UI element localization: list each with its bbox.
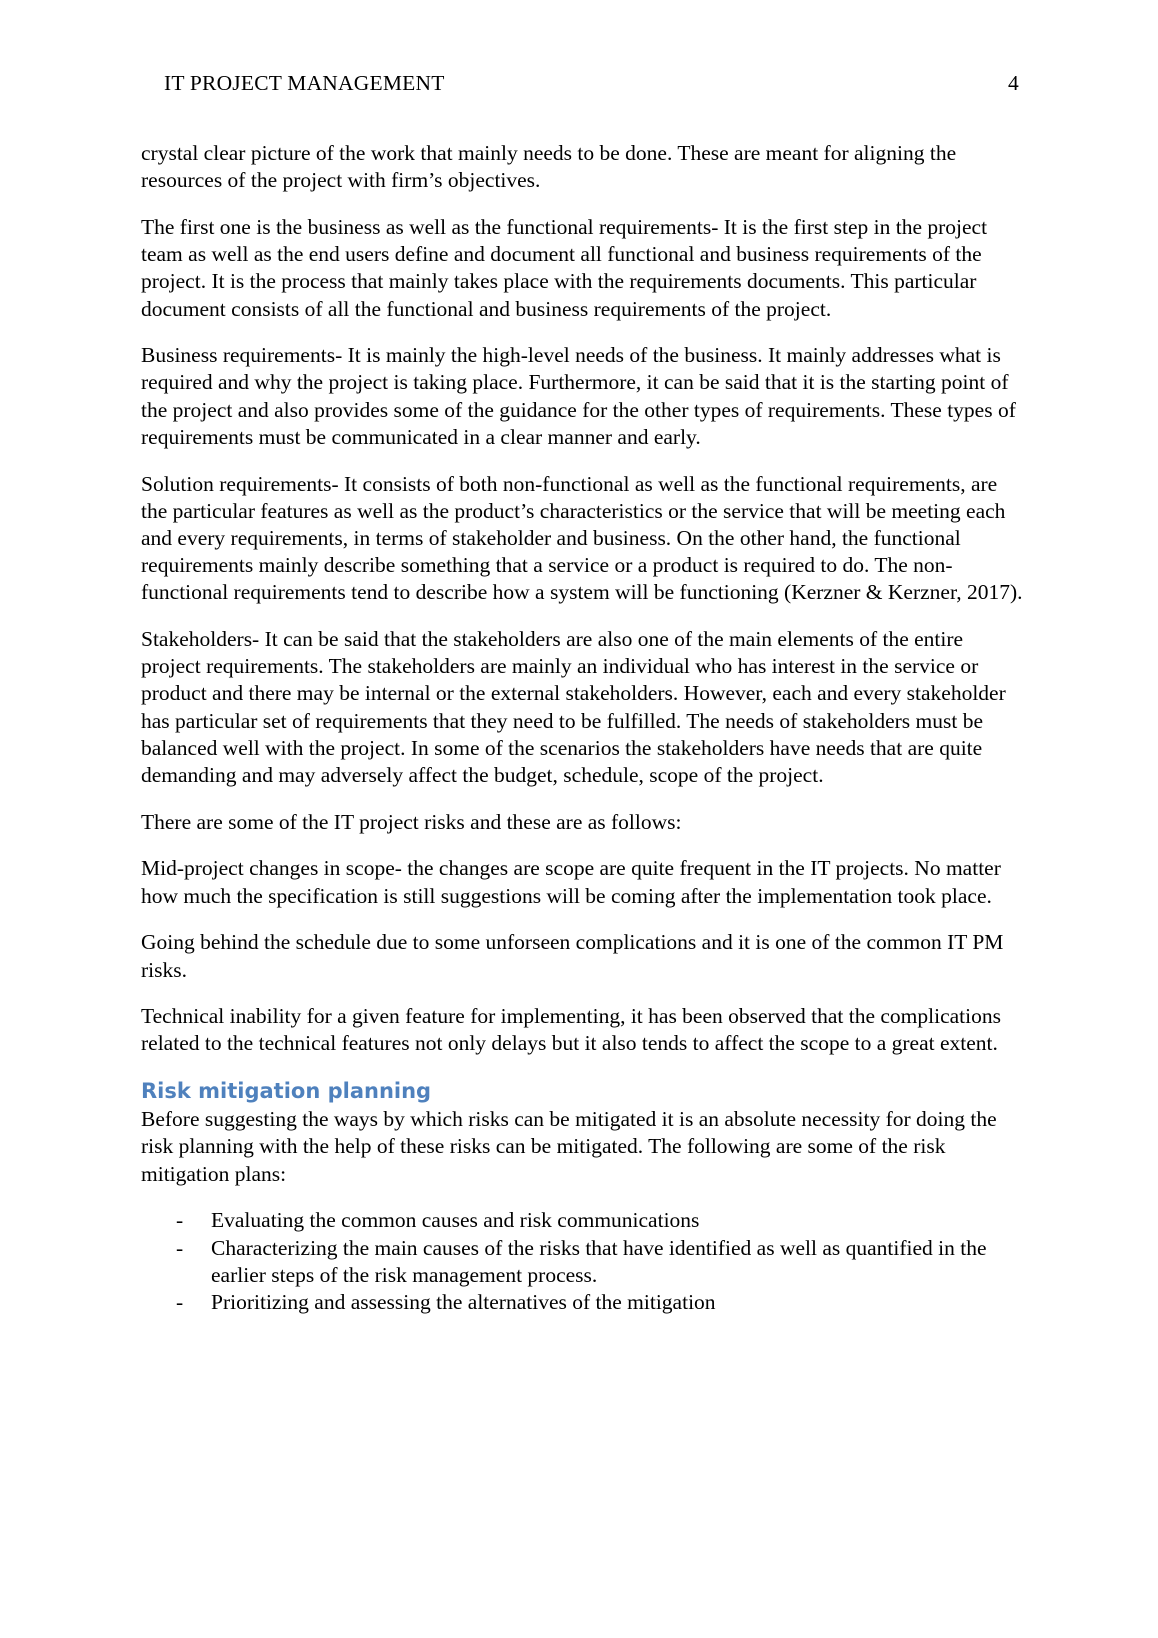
paragraph: Going behind the schedule due to some unforseen complications and it is one of the common IT PM risks.	[141, 930, 1004, 982]
mitigation-list	[141, 1207, 1026, 1316]
section-intro: Before suggesting the ways by which risks can be mitigated it is an absolute necessity for doing the risk planning with the help of these risks can be mitigated. The following are some of the risk mitigation plans:	[141, 1107, 997, 1186]
dash-marker: -	[176, 1235, 184, 1260]
list-item-text: Characterizing the main causes of the risks that have identified as well as quantified in the earlier steps of the risk management process.	[211, 1235, 987, 1287]
paragraph: Stakeholders- It can be said that the stakeholders are also one of the main elements of the entire project requirements. The stakeholders are mainly an individual who has interest in the service or product and there may be internal or the external stakeholders. However, each and every stakeholder has particular set of requirements that they need to be fulfilled. The needs of stakeholders must be balanced well with the project. In some of the scenarios the stakeholders have needs that are quite demanding and may adversely affect the budget, schedule, scope of the project.	[141, 627, 1006, 788]
paragraph: Business requirements- It is mainly the high-level needs of the business. It mainly addresses what is required and why the project is taking place. Furthermore, it can be said that it is the starting point of the project and also provides some of the guidance for the other types of requirements. These types of requirements must be communicated in a clear manner and early.	[141, 343, 1016, 449]
page-number: 4	[1008, 71, 1019, 95]
list-item-text: Evaluating the common causes and risk communications	[211, 1208, 700, 1233]
list-item	[141, 1235, 1026, 1289]
paragraph: Technical inability for a given feature for implementing, it has been observed that the complications related to the technical features not only delays but it also tends to affect the scope to a great extent.	[141, 1004, 1001, 1056]
paragraph: There are some of the IT project risks and these are as follows:	[141, 809, 682, 834]
list-item-text: Prioritizing and assessing the alternatives of the mitigation	[211, 1289, 716, 1314]
dash-marker: -	[176, 1208, 184, 1233]
document-body	[141, 140, 1026, 1316]
dash-marker: -	[176, 1289, 184, 1314]
paragraph: Solution requirements- It consists of both non-functional as well as the functional requirements, are the particular features as well as the product’s characteristics or the service that will be meeting each and every requirements, in terms of stakeholder and business. On the other hand, the functional requirements mainly describe something that a service or a product is required to do. The non-functional requirements tend to describe how a system will be functioning (Kerzner & Kerzner, 2017).	[141, 471, 1023, 605]
list-item	[141, 1207, 1026, 1234]
running-head: IT PROJECT MANAGEMENT	[164, 71, 445, 95]
paragraph: Mid-project changes in scope- the changes are scope are quite frequent in the IT projects. No matter how much the specification is still suggestions will be coming after the implementation took place.	[141, 856, 1001, 908]
section-heading: Risk mitigation planning	[141, 1079, 432, 1104]
paragraph: crystal clear picture of the work that mainly needs to be done. These are meant for aligning the resources of the project with firm’s objectives.	[141, 141, 957, 193]
list-item	[141, 1289, 1026, 1316]
paragraph: The first one is the business as well as the functional requirements- It is the first step in the project team as well as the end users define and document all functional and business requirements of the project. It is the process that mainly takes place with the requirements documents. This particular document consists of all the functional and business requirements of the project.	[141, 214, 988, 321]
